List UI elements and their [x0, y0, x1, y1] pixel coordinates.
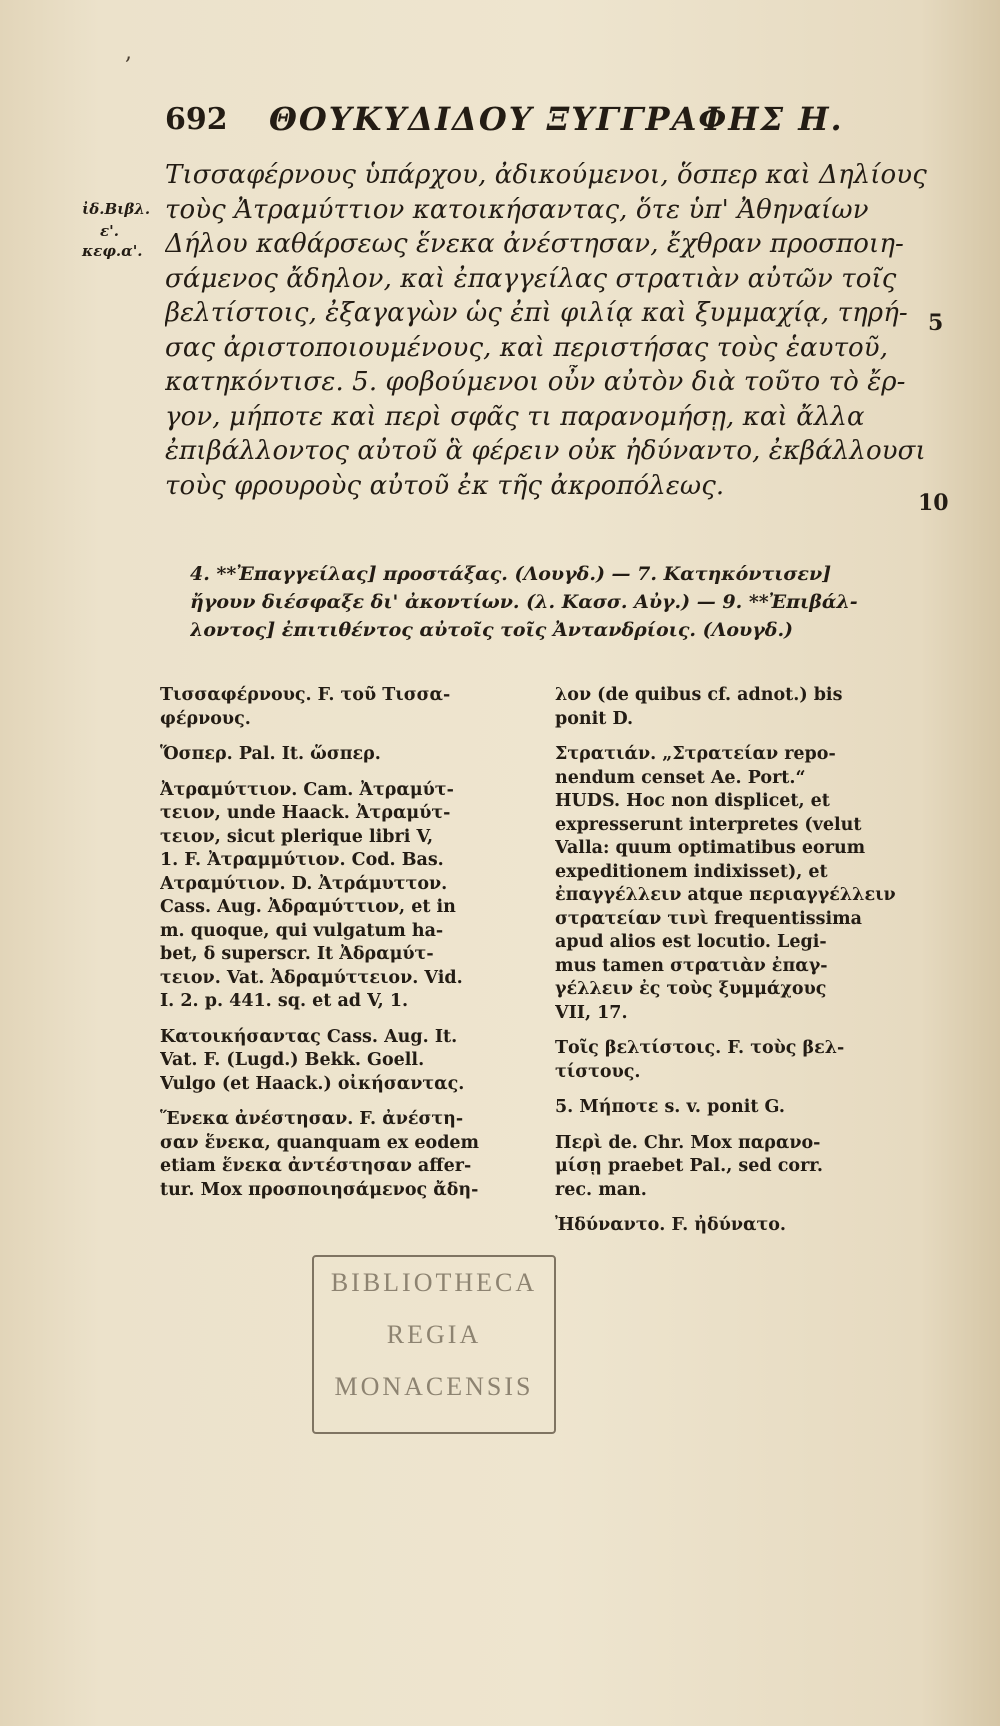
stamp-line: REGIA — [386, 1320, 482, 1349]
apparatus-line: I. 2. p. 441. sq. et ad V, 1. — [160, 991, 409, 1011]
text-line: τοὺς Ἀτραμύττιον κατοικήσαντας, ὅτε ὑπ' Ἀθηναίων — [165, 194, 869, 225]
running-title: ΘΟΥΚΥΔΙΔΟΥ ΞΥΓΓΡΑΦΗΣ Η. — [269, 100, 844, 138]
apparatus-line: Valla: quum optimatibus eorum — [555, 838, 866, 858]
scholia-line: 4. **Ἐπαγγείλας] προστάξας. (Λουγδ.) — 7. Κατηκόντισεν] — [190, 563, 832, 585]
line-number: 10 — [918, 490, 949, 516]
margin-note: ἰδ.Βιβλ. — [82, 200, 151, 218]
apparatus-line: mus tamen στρατιὰν ἐπαγ- — [555, 955, 828, 976]
library-stamp — [312, 1255, 556, 1434]
line-number: 5 — [928, 310, 944, 336]
apparatus-line: nendum censet Ae. Port.“ — [555, 767, 806, 788]
apparatus-entry — [160, 1026, 550, 1097]
apparatus-entry — [160, 684, 550, 731]
apparatus-line: etiam ἕνεκα ἀντέστησαν affer- — [160, 1156, 472, 1176]
apparatus-line: rec. man. — [555, 1179, 647, 1200]
apparatus-line: Ὅσπερ. Pal. It. ὥσπερ. — [160, 744, 381, 764]
apparatus-line: Τισσαφέρνους. F. τοῦ Τισσα- — [160, 685, 451, 705]
scholia-line: λοντος] ἐπιτιθέντος αὐτοῖς τοῖς Ἀντανδρίοις. (Λουγδ.) — [190, 619, 794, 641]
apparatus-entry — [160, 743, 550, 767]
scholia — [190, 560, 930, 644]
apparatus-entry — [160, 779, 550, 1014]
apparatus-line: Περὶ de. Chr. Mox παρανο- — [555, 1132, 821, 1153]
text-line: σας ἀριστοποιουμένους, καὶ περιστήσας τοὺς ἑαυτοῦ, — [165, 332, 889, 363]
text-line: ἐπιβάλλοντος αὐτοῦ ἃ φέρειν οὐκ ἠδύναντο, ἐκβάλλουσι — [165, 436, 926, 466]
apparatus-line: HUDS. Hoc non displicet, et — [555, 791, 830, 811]
page-header — [165, 98, 845, 148]
apparatus-line: μίσῃ praebet Pal., sed corr. — [555, 1156, 823, 1176]
text-line: γον, μήποτε καὶ περὶ σφᾶς τι παρανομήσῃ, καὶ ἄλλα — [165, 401, 865, 432]
text-line: Τισσαφέρνους ὑπάρχου, ἀδικούμενοι, ὅσπερ καὶ Δηλίους — [165, 160, 927, 190]
text-line: κατηκόντισε. 5. φοβούμενοι οὖν αὐτὸν διὰ τοῦτο τὸ ἔρ- — [165, 367, 906, 397]
apparatus-line: 5. Μήποτε s. v. ponit G. — [555, 1097, 785, 1117]
apparatus-line: Κατοικήσαντας Cass. Aug. It. — [160, 1026, 458, 1047]
apparatus-line: Ατραμύτιον. D. Ἀτράμυττον. — [160, 873, 448, 894]
apparatus-line: ponit D. — [555, 708, 634, 729]
apparatus-entry — [555, 1096, 945, 1120]
apparatus-line: σαν ἕνεκα, quanquam ex eodem — [160, 1132, 480, 1153]
apparatus-line: m. quoque, qui vulgatum ha- — [160, 920, 444, 941]
text-line: τοὺς φρουροὺς αὐτοῦ ἐκ τῆς ἀκροπόλεως. — [165, 470, 725, 501]
apparatus-entry — [555, 743, 945, 1025]
apparatus-left-column — [160, 684, 550, 1214]
apparatus-line: γέλλειν ἐς τοὺς ξυμμάχους — [555, 979, 827, 999]
apparatus-line: τίστους. — [555, 1061, 641, 1082]
apparatus-line: expeditionem indixisset), et — [555, 861, 828, 882]
text-line: βελτίστοις, ἐξαγαγὼν ὡς ἐπὶ φιλίᾳ καὶ ξυμμαχίᾳ, τηρή- — [165, 298, 908, 328]
margin-note: κεφ.α'. — [82, 242, 143, 260]
text-line: Δήλου καθάρσεως ἕνεκα ἀνέστησαν, ἔχθραν προσποιη- — [165, 229, 904, 259]
apparatus-line: expresserunt interpretes (velut — [555, 814, 862, 835]
stray-mark: , — [125, 40, 132, 65]
apparatus-line: bet, δ superscr. It Ἀδραμύτ- — [160, 944, 434, 964]
apparatus-line: tur. Mox προσποιησάμενος ἄδη- — [160, 1179, 479, 1200]
apparatus-line: apud alios est locutio. Legi- — [555, 932, 827, 952]
apparatus-line: 1. F. Ἀτραμμύτιον. Cod. Bas. — [160, 850, 444, 870]
margin-note: ε'. — [100, 222, 119, 240]
apparatus-line: στρατείαν τινὶ frequentissima — [555, 908, 862, 929]
apparatus-entry — [555, 1214, 945, 1238]
apparatus-line: Ἀτραμύττιον. Cam. Ἀτραμύτ- — [160, 779, 454, 800]
text-line: σάμενος ἄδηλον, καὶ ἐπαγγείλας στρατιὰν αὐτῶν τοῖς — [165, 263, 897, 294]
apparatus-line: λον (de quibus cf. adnot.) bis — [555, 685, 843, 705]
apparatus-line: τειον. Vat. Ἀδραμύττειον. Vid. — [160, 967, 463, 988]
apparatus-line: ἐπαγγέλλειν atque περιαγγέλλειν — [555, 885, 896, 905]
scholia-line: ἤγουν διέσφαξε δι' ἀκοντίων. (λ. Κασσ. Αὐγ.) — 9. **Ἐπιβάλ- — [190, 591, 858, 613]
stamp-line: BIBLIOTHECA — [330, 1268, 538, 1297]
apparatus-entry — [555, 1132, 945, 1203]
apparatus-line: Ἠδύναντο. F. ἠδύνατο. — [555, 1215, 786, 1235]
apparatus-right-column — [555, 684, 945, 1250]
apparatus-line: Vulgo (et Haack.) οἰκήσαντας. — [160, 1073, 465, 1094]
apparatus-line: VII, 17. — [555, 1002, 628, 1023]
apparatus-line: Cass. Aug. Ἀδραμύττιον, et in — [160, 897, 456, 917]
stamp-line: MONACENSIS — [334, 1372, 534, 1401]
page-number: 692 — [165, 102, 228, 137]
apparatus-line: Ἕνεκα ἀνέστησαν. F. ἀνέστη- — [160, 1109, 464, 1129]
main-text — [165, 158, 935, 503]
apparatus-line: Vat. F. (Lugd.) Bekk. Goell. — [160, 1050, 425, 1070]
apparatus-line: τειον, sicut plerique libri V, — [160, 826, 434, 847]
apparatus-line: Τοῖς βελτίστοις. F. τοὺς βελ- — [555, 1038, 845, 1058]
apparatus-line: τειον, unde Haack. Ἀτραμύτ- — [160, 803, 451, 823]
apparatus-entry — [160, 1108, 550, 1202]
apparatus-entry — [555, 684, 945, 731]
apparatus-line: Στρατιάν. „Στρατείαν repo- — [555, 744, 836, 764]
apparatus-entry — [555, 1037, 945, 1084]
apparatus-line: φέρνους. — [160, 708, 251, 729]
